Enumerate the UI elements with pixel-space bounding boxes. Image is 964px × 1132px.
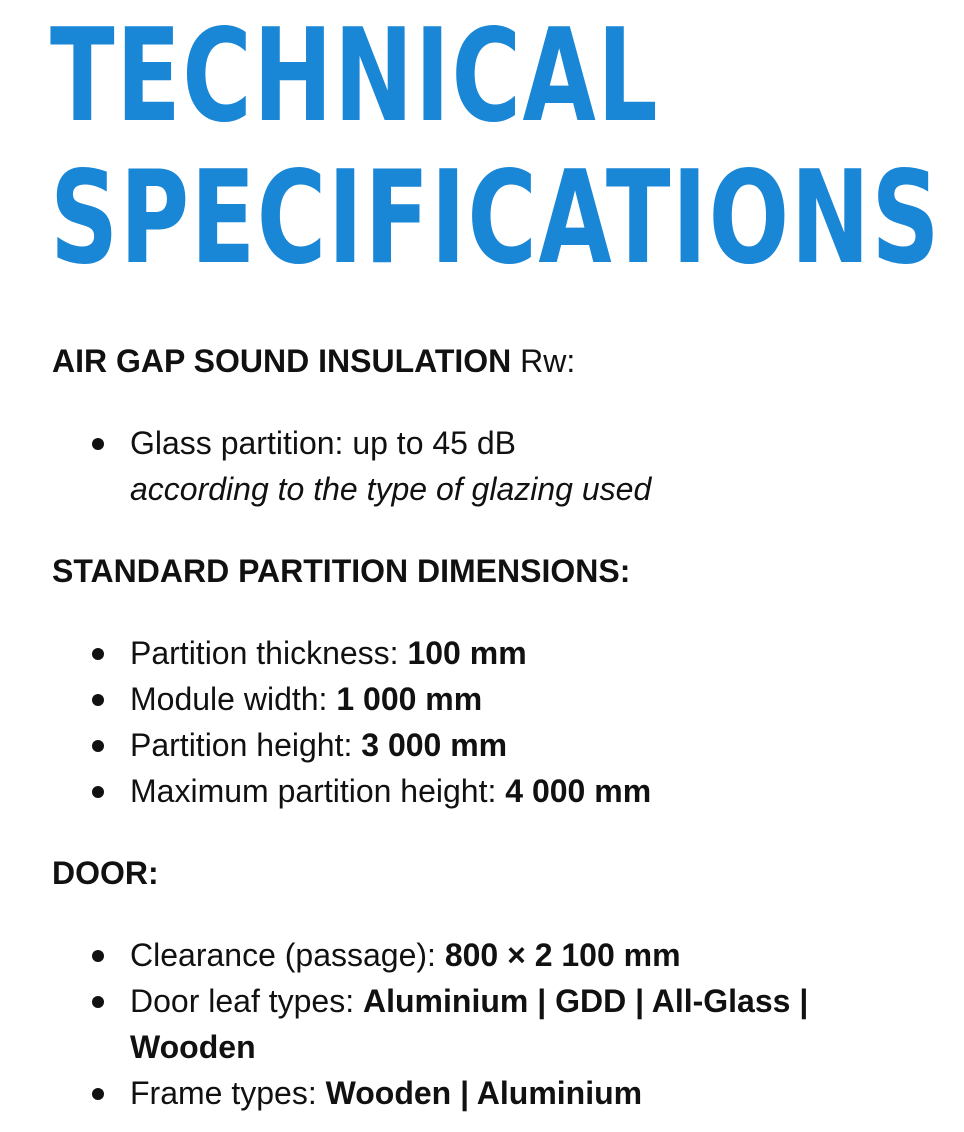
bullet-icon [92, 950, 104, 962]
section-heading-dimensions [52, 548, 932, 594]
item-label: Glass partition: up to 45 dB [130, 425, 516, 461]
item-label: Frame types: [130, 1075, 326, 1111]
list-item [52, 420, 932, 512]
bullet-icon [92, 1088, 104, 1100]
bullet-icon [92, 648, 104, 660]
bullet-icon [92, 438, 104, 450]
list-item [52, 630, 932, 676]
title-line-2: SPECIFICATIONS [50, 144, 942, 293]
item-value: 1 000 mm [336, 681, 483, 717]
section-heading-sound-insulation [52, 338, 932, 384]
list-item [52, 1070, 932, 1116]
list-item [52, 722, 932, 768]
sound-insulation-list [52, 420, 932, 512]
list-item [52, 978, 932, 1070]
heading-bold-text: DOOR: [52, 855, 159, 891]
door-list [52, 932, 932, 1116]
item-value: 100 mm [407, 635, 527, 671]
item-value: 800 × 2 100 mm [444, 937, 681, 973]
dimensions-list [52, 630, 932, 814]
item-label: Maximum partition height: [130, 773, 506, 809]
heading-regular-text: Rw: [520, 343, 576, 379]
bullet-icon [92, 996, 104, 1008]
list-item [52, 768, 932, 814]
item-value: 4 000 mm [505, 773, 652, 809]
title-line-1: TECHNICAL [50, 2, 660, 151]
bullet-icon [92, 694, 104, 706]
page-title [50, 2, 950, 293]
heading-bold-text: AIR GAP SOUND INSULATION [52, 343, 512, 379]
item-value: Wooden | Aluminium [325, 1075, 643, 1111]
section-heading-door [52, 850, 932, 896]
item-label: Door leaf types: [130, 983, 363, 1019]
list-item [52, 932, 932, 978]
item-value: 3 000 mm [361, 727, 508, 763]
item-label: Partition height: [130, 727, 362, 763]
item-label: Module width: [130, 681, 337, 717]
item-label: Clearance (passage): [130, 937, 445, 973]
item-label: Partition thickness: [130, 635, 408, 671]
list-item [52, 676, 932, 722]
heading-bold-text: STANDARD PARTITION DIMENSIONS: [52, 553, 631, 589]
item-note: according to the type of glazing used [130, 471, 652, 507]
item-value: Aluminium | GDD | All-Glass | Wooden [130, 983, 809, 1065]
bullet-icon [92, 786, 104, 798]
bullet-icon [92, 740, 104, 752]
specifications-content [52, 338, 932, 1116]
